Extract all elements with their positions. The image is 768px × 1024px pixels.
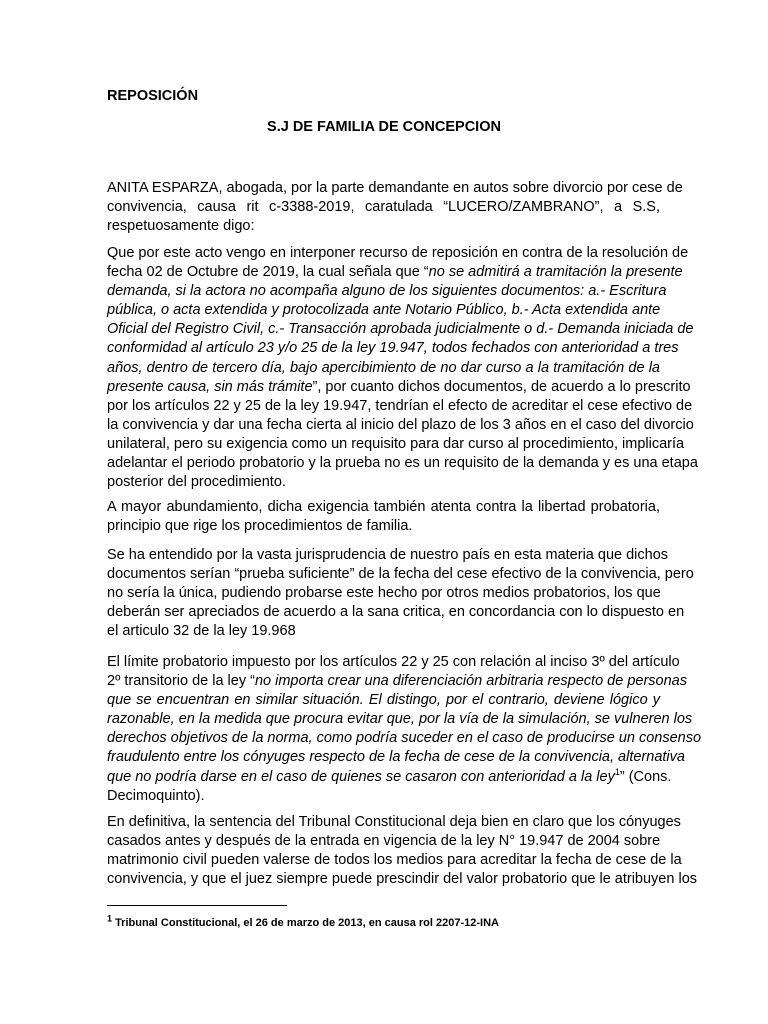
quoted-text: derechos objetivos de la norma, como podría suceder en el caso de producirse un consenso (107, 730, 702, 747)
text-line (107, 787, 660, 806)
paragraph-limite-probatorio (107, 653, 702, 806)
quoted-text: años, dentro de tercero día, bajo apercibimiento de no dar curso a la tramitación de la (107, 359, 660, 376)
text-line: A mayor abundamiento, dicha exigencia también atenta contra la libertad probatoria, (107, 499, 660, 515)
paragraph-jurisprudencia (107, 546, 694, 641)
text-line (107, 397, 693, 416)
footnote-reference: 1 (614, 766, 620, 777)
text-line (107, 435, 685, 454)
quoted-text: Oficial del Registro Civil, c.- Transacción aprobada judicialmente o d.- Demanda iniciada de (107, 321, 694, 338)
document-title: REPOSICIÓN (107, 88, 199, 104)
text-line (107, 263, 683, 282)
text-run: ”, por cuanto dichos documentos, de acuerdo a lo prescrito (312, 378, 691, 395)
text-run: El límite probatorio impuesto por los artículos 22 y 25 con relación al inciso 3º del artículo (107, 654, 680, 670)
text-run: fecha 02 de Octubre de 2019, la cual señala que “ (107, 264, 429, 281)
quoted-text: presente causa, sin más trámite (107, 378, 313, 395)
text-line (107, 710, 693, 729)
text-line (107, 320, 694, 339)
text-line (107, 766, 672, 787)
quoted-text: no importa crear una diferenciación arbitraria respecto de personas (254, 673, 687, 690)
quoted-text: conformidad al artículo 23 y/o 25 de la ley 19.947, todos fechados con anterioridad a tres (107, 340, 679, 357)
text-line: En definitiva, la sentencia del Tribunal Constitucional deja bien en claro que los cónyuges (107, 814, 681, 830)
court-name: S.J DE FAMILIA DE CONCEPCION (267, 119, 501, 135)
text-line: matrimonio civil pueden valerse de todos los medios para acreditar la fecha de cese de la (107, 852, 682, 869)
quoted-text: no se admitirá a tramitación la presente (428, 264, 683, 281)
text-line (107, 748, 685, 767)
text-line: el articulo 32 de la ley 19.968 (107, 623, 296, 640)
text-line: deberán ser apreciados de acuerdo a la sana critica, en concordancia con lo dispuesto en (107, 604, 685, 621)
text-run: unilateral, pero su exigencia como un requisito para dar curso al procedimiento, implicaría (107, 435, 685, 452)
text-line (107, 359, 660, 378)
text-run: posterior del procedimiento. (107, 474, 286, 491)
text-line (107, 378, 691, 397)
paragraph-reposicion (107, 244, 698, 492)
paragraph-intro (107, 179, 683, 236)
text-line (107, 339, 679, 358)
quoted-text: pública, o acta extendida y protocolizada ante Notario Público, b.- Acta extendida ante (107, 302, 661, 319)
footnote (107, 913, 499, 929)
text-line: respetuosamente digo: (107, 218, 255, 235)
text-run: la convivencia y dar una fecha cierta al inicio del plazo de los 3 años en el caso del divorcio (107, 416, 694, 433)
text-line (107, 729, 702, 748)
text-line (107, 653, 680, 672)
text-line (107, 691, 660, 710)
text-run: Que por este acto vengo en interponer recurso de reposición en contra de la resolución de (107, 245, 689, 261)
text-line: convivencia, causa rit c-3388-2019, caratulada “LUCERO/ZAMBRANO”, a S.S, (107, 199, 660, 216)
footnote-text: Tribunal Constitucional, el 26 de marzo de 2013, en causa rol 2207-12-INA (112, 917, 499, 929)
quoted-text: que no podría darse en el caso de quienes se casaron con anterioridad a la ley (107, 768, 615, 785)
text-line: no sería la única, pudiendo probarse este hecho por otros medios probatorios, los que (107, 585, 661, 602)
paragraph-abundamiento (107, 498, 660, 536)
text-line: convivencia, y que el juez siempre puede prescindir del valor probatorio que le atribuyen los (107, 871, 698, 888)
quoted-text: que se encuentran en similar situación. El distingo, por el contrario, deviene lógico y (107, 692, 660, 709)
text-run: por los artículos 22 y 25 de la ley 19.947, tendrían el efecto de acreditar el cese efectivo de (107, 397, 693, 414)
text-line: casados antes y después de la entrada en vigencia de la ley N° 19.947 de 2004 sobre (107, 833, 661, 850)
text-line (107, 301, 660, 320)
footnote-separator (107, 905, 287, 906)
footnote-marker: 1 (107, 913, 113, 924)
quoted-text: demanda, si la actora no acompaña alguno de los siguientes documentos: a.- Escritura (107, 283, 667, 300)
text-run: ” (Cons. (619, 768, 672, 785)
text-line (107, 454, 698, 473)
text-line (107, 282, 667, 301)
text-run: 2º transitorio de la ley “ (107, 673, 255, 690)
paragraph-definitiva (107, 813, 698, 889)
text-run: Decimoquinto). (107, 787, 205, 804)
text-line: documentos serían “prueba suficiente” de la fecha del cese efectivo de la convivencia, pero (107, 566, 694, 583)
text-line (107, 244, 689, 263)
quoted-text: razonable, en la medida que procura evitar que, por la vía de la simulación, se vulneren los (107, 711, 693, 728)
text-line (107, 416, 694, 435)
text-line: principio que rige los procedimientos de familia. (107, 518, 413, 535)
text-line (107, 672, 687, 691)
text-line: ANITA ESPARZA, abogada, por la parte demandante en autos sobre divorcio por cese de (107, 180, 683, 196)
text-line: Se ha entendido por la vasta jurisprudencia de nuestro país en esta materia que dichos (107, 547, 669, 563)
text-line (107, 473, 660, 492)
quoted-text: fraudulento entre los cónyuges respecto de la fecha de cese de la convivencia, alternativa (107, 749, 685, 766)
text-run: adelantar el periodo probatorio y la prueba no es un requisito de la demanda y es una etapa (107, 455, 698, 472)
